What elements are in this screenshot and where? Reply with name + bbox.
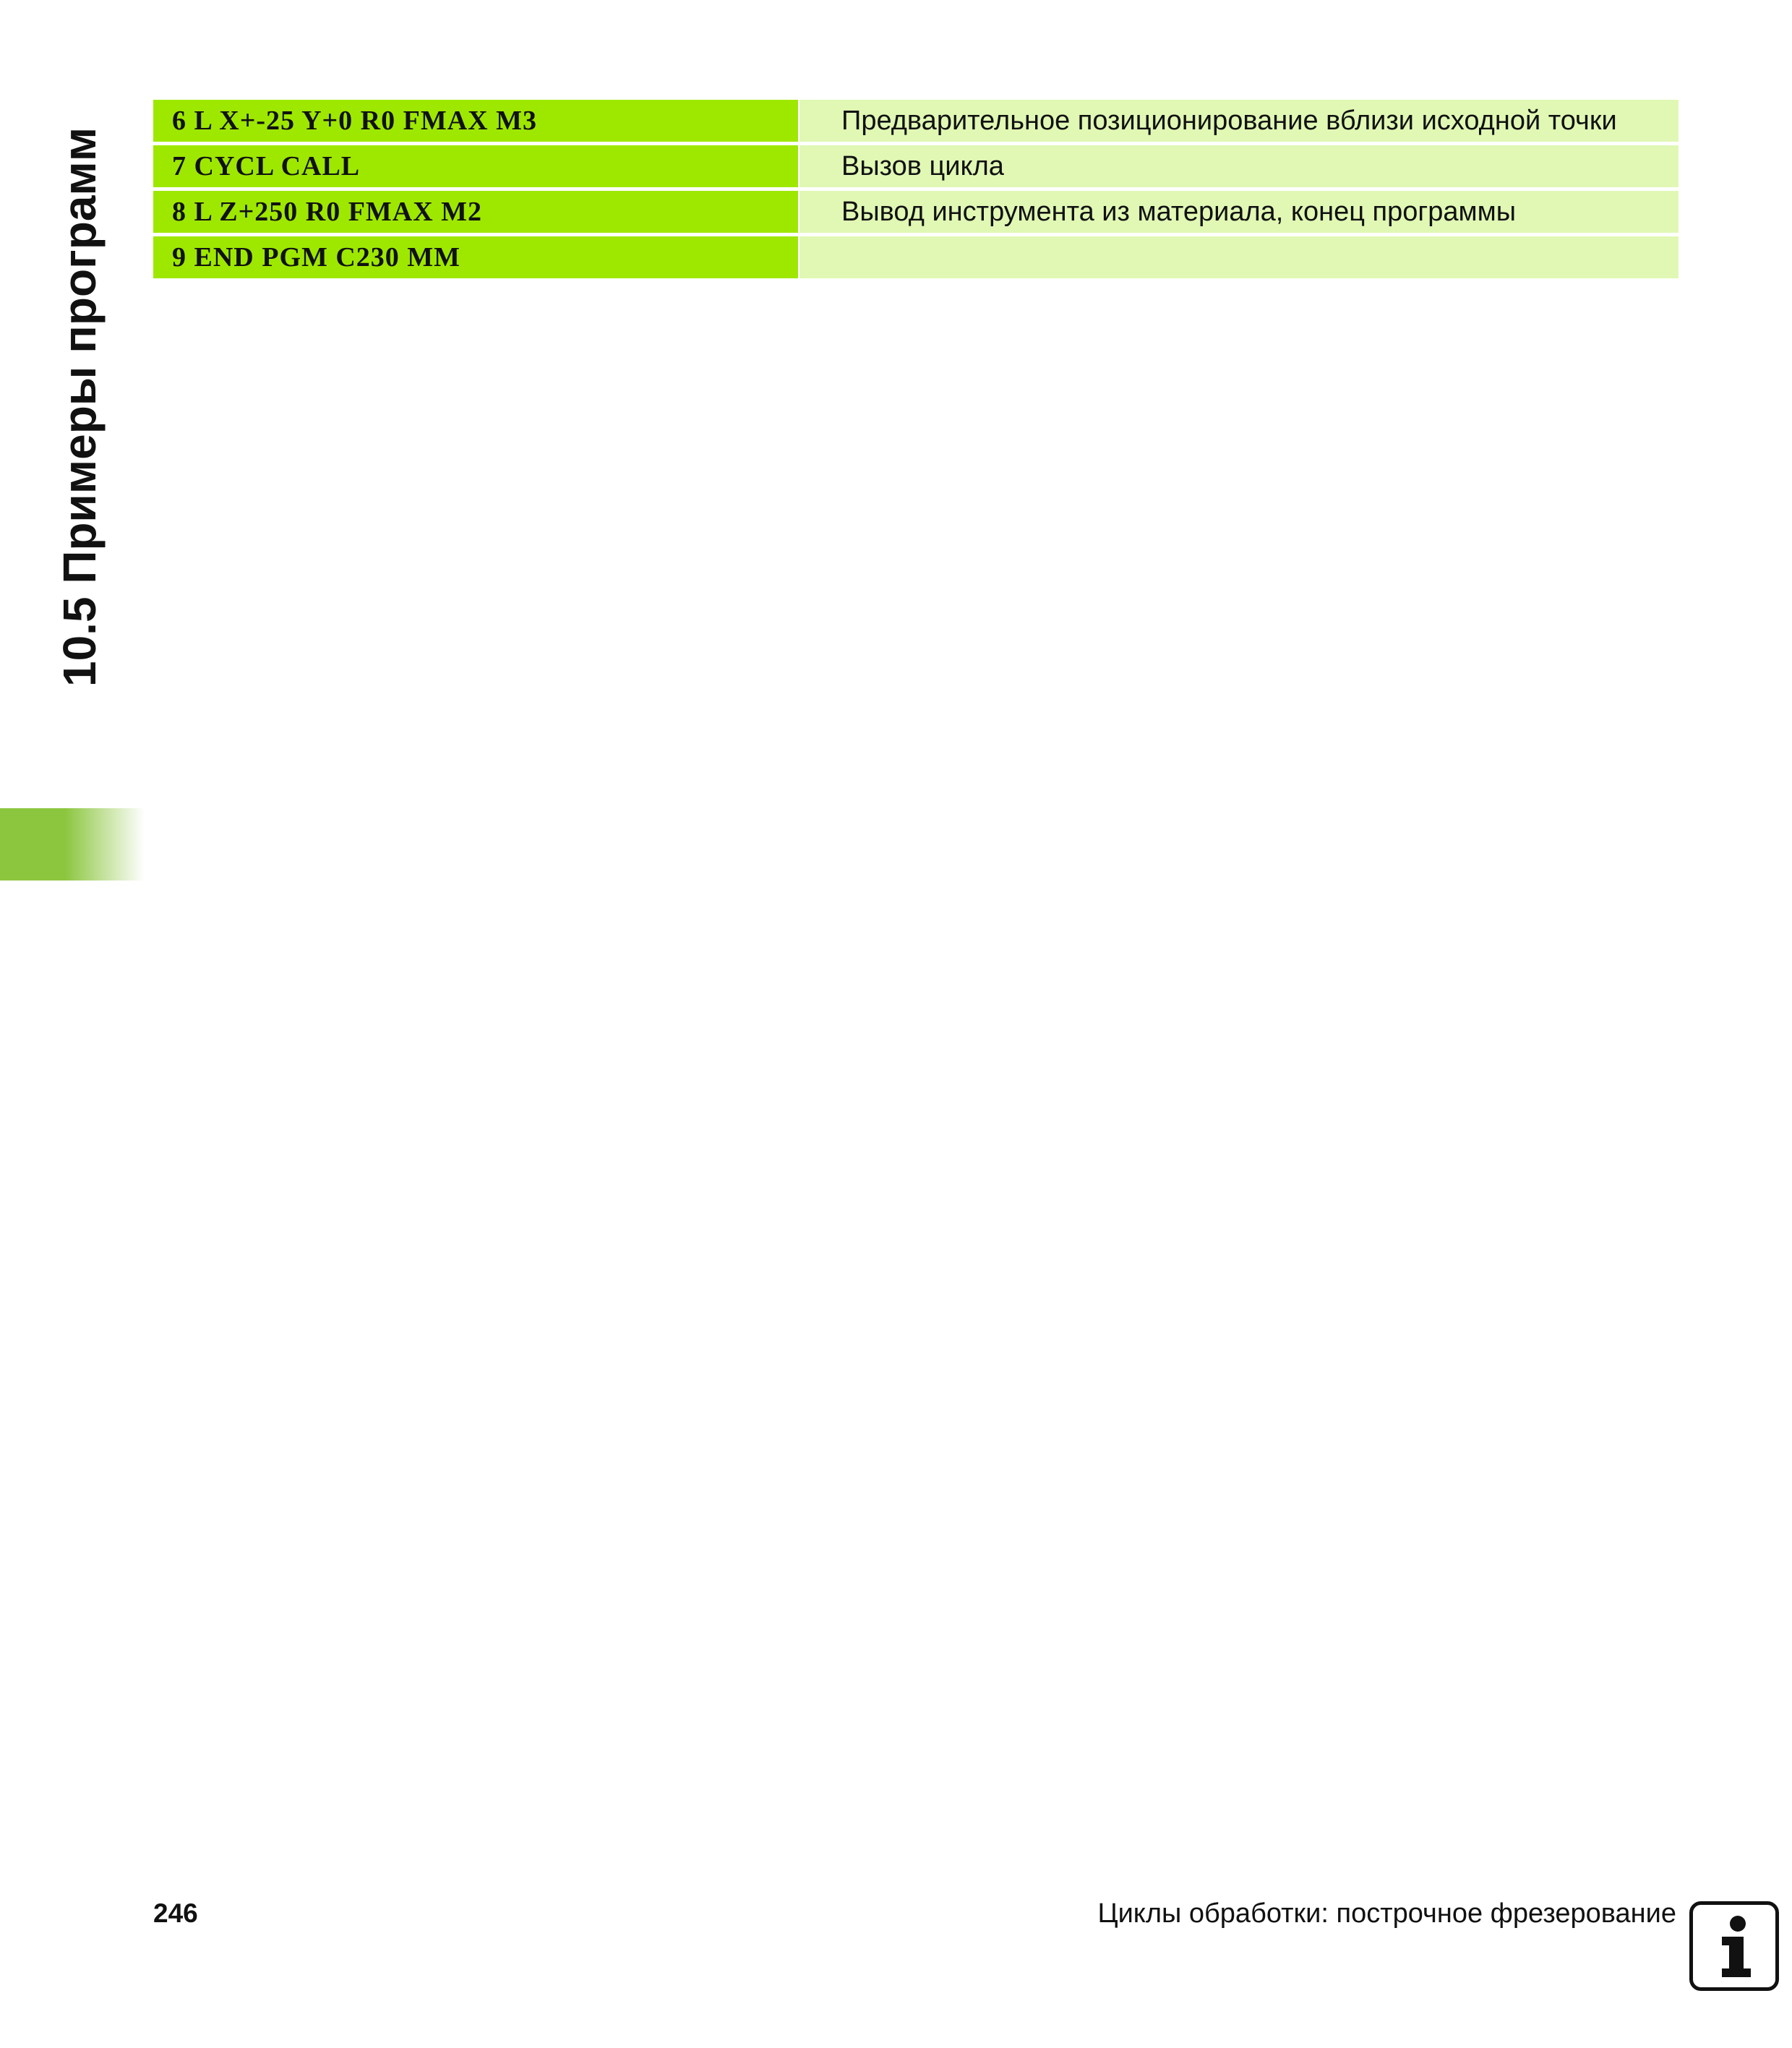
chapter-title: Циклы обработки: построчное фрезерование — [1097, 1898, 1676, 1929]
program-row — [153, 145, 1679, 187]
program-comment: Вызов цикла — [799, 145, 1679, 187]
program-row — [153, 100, 1679, 142]
info-icon — [1689, 1901, 1779, 1991]
program-row — [153, 236, 1679, 278]
program-code: 8 L Z+250 R0 FMAX M2 — [153, 191, 798, 233]
chapter-thumb-tab — [0, 808, 145, 881]
program-row — [153, 191, 1679, 233]
program-code: 9 END PGM C230 MM — [153, 236, 798, 278]
program-comment — [799, 236, 1679, 278]
program-table — [153, 100, 1679, 282]
program-code: 6 L X+-25 Y+0 R0 FMAX M3 — [153, 100, 798, 142]
program-code: 7 CYCL CALL — [153, 145, 798, 187]
page-number: 246 — [153, 1898, 198, 1928]
section-title: 10.5 Примеры программ — [53, 127, 106, 687]
program-comment: Предварительное позиционирование вблизи исходной точки — [799, 100, 1679, 142]
program-comment: Вывод инструмента из материала, конец программы — [799, 191, 1679, 233]
